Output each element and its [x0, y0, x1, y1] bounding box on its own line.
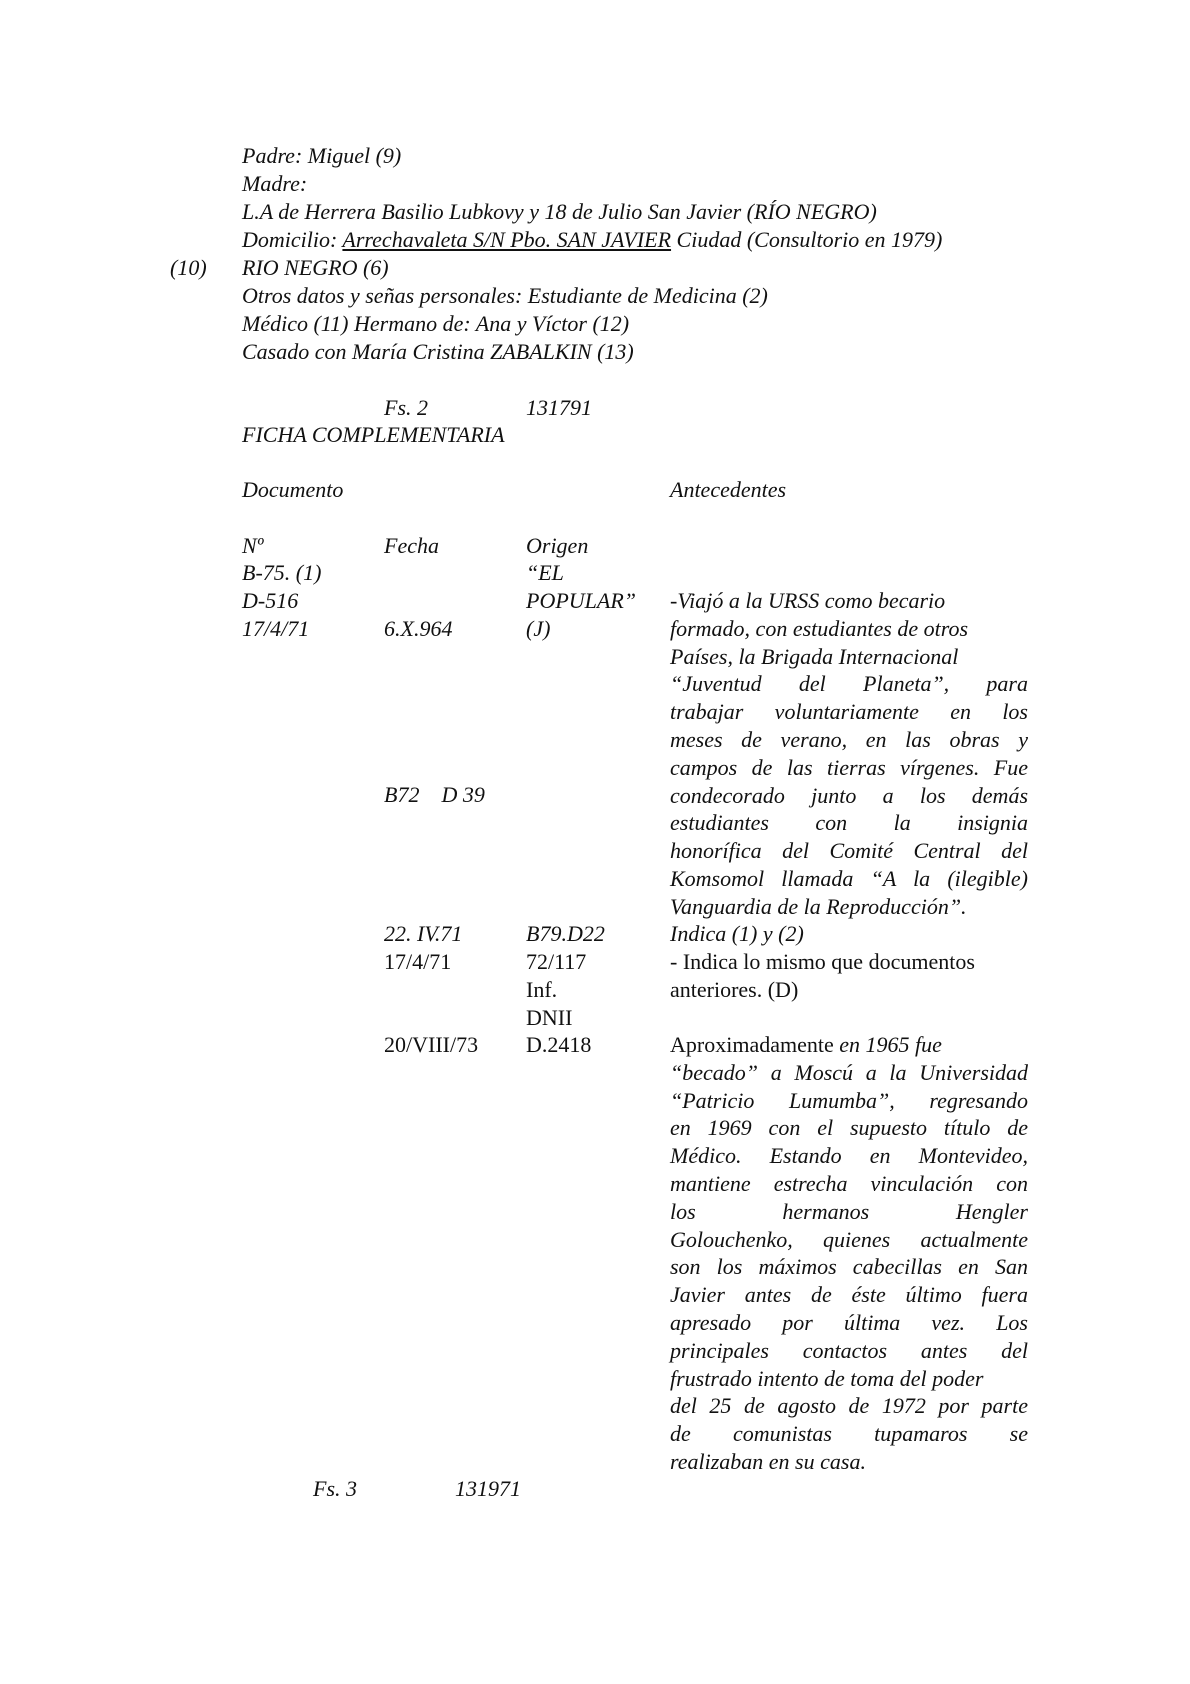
antecedentes-line: Médico. Estando en Montevideo,	[670, 1143, 1028, 1169]
section-title: FICHA COMPLEMENTARIA	[242, 422, 505, 447]
entry-3-origen	[526, 948, 586, 1031]
antecedentes-line: Golouchenko, quienes actualmente	[670, 1226, 1028, 1252]
origen-header: Origen	[526, 533, 589, 558]
antecedentes-line: Países, la Brigada Internacional	[670, 643, 959, 669]
antecedentes-line: frustrado intento de toma del poder	[670, 1365, 984, 1391]
antecedentes-line: “Juventud del Planeta”, para	[670, 671, 1028, 697]
entry-4-origen: D.2418	[526, 1032, 592, 1057]
antecedentes-line: formado, con estudiantes de otros	[670, 615, 968, 641]
antecedentes-line: principales contactos antes del	[670, 1337, 1028, 1363]
antecedentes-line: honorífica del Comité Central del	[670, 838, 1028, 864]
antecedentes-line: meses de verano, en las obras y	[670, 726, 1028, 752]
antecedentes-line: apresado por última vez. Los	[670, 1309, 1028, 1335]
entry-3-origen-line: 72/117	[526, 949, 587, 974]
antecedentes-first-regular: Aproximadamente	[670, 1032, 840, 1057]
medico-line: Médico (11) Hermano de: Ana y Víctor (12)	[242, 311, 630, 336]
antecedentes-line: son los máximos cabecillas en San	[670, 1254, 1028, 1280]
antecedentes-line: Komsomol llamada “A la (ilegible)	[670, 865, 1028, 891]
entry-1-antecedentes	[670, 587, 1028, 921]
antecedentes-line: Vanguardia de la Reproducción”.	[670, 893, 967, 919]
entry-1-origen-line: “EL	[526, 560, 564, 585]
entry-2-origen: B79.D22	[526, 921, 605, 946]
domicilio-address: Arrechavaleta S/N Pbo. SAN JAVIER	[342, 227, 672, 252]
entry-3-origen-line: Inf.	[526, 976, 558, 1002]
antecedentes-line: - Indica lo mismo que documentos	[670, 949, 975, 974]
antecedentes-line: condecorado junto a los demás	[670, 782, 1028, 808]
folio-fs: Fs. 2	[384, 395, 428, 420]
fecha-header: Fecha	[384, 533, 439, 558]
antecedentes-line: “becado” a Moscú a la Universidad	[670, 1059, 1028, 1085]
antecedentes-line: “Patricio Lumumba”, regresando	[670, 1087, 1028, 1113]
antecedentes-line: de comunistas tupamaros se	[670, 1421, 1028, 1447]
casado-line: Casado con María Cristina ZABALKIN (13)	[242, 339, 634, 364]
antecedentes-line: estudiantes con la insignia	[670, 810, 1028, 836]
margin-note: (10)	[170, 255, 207, 280]
antecedentes-line: en 1969 con el supuesto título de	[670, 1115, 1028, 1141]
antecedentes-line: los hermanos Hengler	[670, 1198, 1028, 1224]
madre-line: Madre:	[242, 171, 308, 196]
entry-2-fecha: 22. IV.71	[384, 921, 463, 946]
entry-1-nro-line: D-516	[242, 587, 299, 613]
entry-4-antecedentes	[670, 1031, 1028, 1476]
folio-2-number: 131971	[455, 1476, 521, 1501]
antecedentes-line: realizaban en su casa.	[670, 1448, 866, 1474]
domicilio-label: Domicilio:	[242, 227, 343, 252]
entry-1-nro	[242, 559, 321, 642]
antecedentes-first-line	[670, 1031, 1028, 1059]
entry-3-antecedentes	[670, 948, 975, 1004]
antecedentes-line: anteriores. (D)	[670, 976, 799, 1002]
antecedentes-line: del 25 de agosto de 1972 por parte	[670, 1393, 1028, 1419]
domicilio-rest: Ciudad (Consultorio en 1979)	[671, 227, 943, 252]
folio-2-fs: Fs. 3	[313, 1476, 357, 1501]
domicilio-line	[242, 226, 942, 254]
entry-2-antecedentes: Indica (1) y (2)	[670, 921, 804, 946]
departamento-line: RIO NEGRO (6)	[242, 255, 389, 280]
entry-1-nro-line: 17/4/71	[242, 615, 310, 641]
antecedentes-line: mantiene estrecha vinculación con	[670, 1170, 1028, 1196]
entry-1-fecha-line: B72 D 39	[384, 782, 485, 808]
entry-3-fecha: 17/4/71	[384, 949, 452, 974]
entry-3-origen-line: DNII	[526, 1004, 573, 1030]
entry-1-fecha	[384, 559, 485, 837]
antecedentes-line: -Viajó a la URSS como becario	[670, 588, 946, 613]
otros-datos-line: Otros datos y señas personales: Estudiante de Medicina (2)	[242, 283, 768, 308]
entry-1-fecha-line	[384, 698, 485, 726]
documento-heading: Documento	[242, 477, 344, 502]
padre-line: Padre: Miguel (9)	[242, 143, 402, 168]
entry-4-fecha: 20/VIII/73	[384, 1032, 479, 1057]
nro-header: Nº	[242, 533, 264, 558]
entry-1-fecha-line: 6.X.964	[384, 615, 453, 641]
antecedentes-line: Javier antes de éste último fuera	[670, 1282, 1028, 1308]
entry-1-origen-line: (J)	[526, 615, 551, 641]
folio-number: 131791	[526, 395, 592, 420]
antecedentes-first-italic: en 1965 fue	[839, 1032, 942, 1057]
antecedentes-heading: Antecedentes	[670, 477, 787, 502]
entry-1-origen	[526, 559, 636, 642]
antecedentes-line: campos de las tierras vírgenes. Fue	[670, 754, 1028, 780]
antecedentes-line: trabajar voluntariamente en los	[670, 699, 1028, 725]
entry-1-nro-line: B-75. (1)	[242, 560, 322, 585]
direccion-line: L.A de Herrera Basilio Lubkovy y 18 de Julio San Javier (RÍO NEGRO)	[242, 199, 877, 224]
entry-1-origen-line: POPULAR”	[526, 587, 636, 613]
